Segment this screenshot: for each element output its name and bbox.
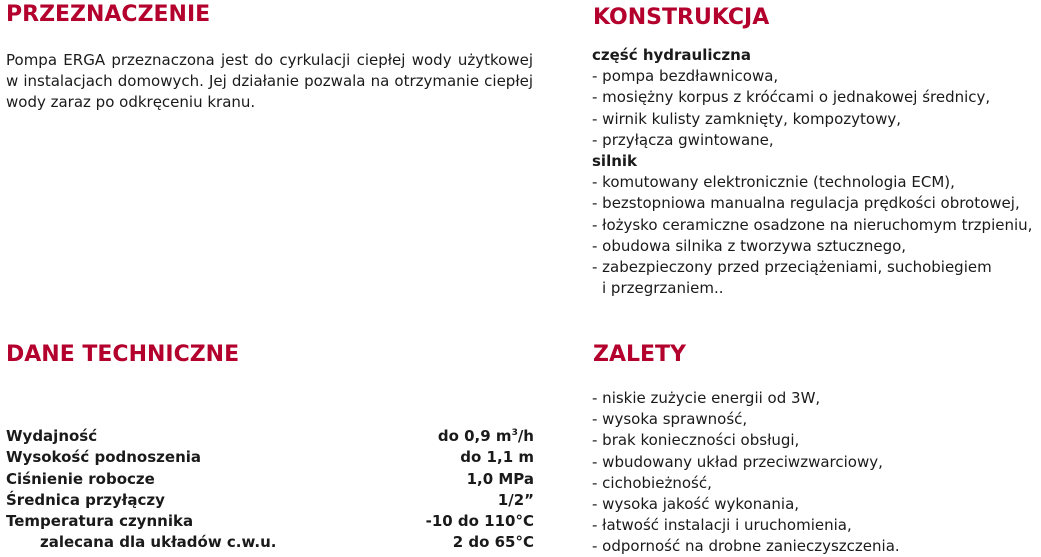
konstrukcja-subheading: silnik: [592, 152, 638, 171]
spec-value-superscript: 3: [511, 428, 518, 438]
spec-row: [6, 490, 534, 511]
spec-value-text: 1,0 MPa: [466, 469, 534, 488]
spec-label: Temperatura czynnika: [6, 512, 194, 531]
spec-value-text: 1/2”: [497, 490, 534, 509]
konstrukcja-list: [592, 45, 1032, 299]
spec-value: [498, 490, 534, 511]
konstrukcja-subheading: część hydrauliczna: [592, 46, 751, 64]
zalety-item: - łatwość instalacji i uruchomienia,: [592, 516, 852, 535]
konstrukcja-item: - przyłącza gwintowane,: [592, 130, 774, 149]
spec-value: [426, 511, 534, 532]
konstrukcja-item: - pompa bezdławnicowa,: [592, 67, 779, 86]
zalety-item: - cichobieżność,: [592, 473, 712, 492]
spec-row: [6, 511, 534, 532]
spec-label: Średnica przyłączy: [6, 490, 165, 509]
zalety-item: - wysoka jakość wykonania,: [592, 495, 800, 514]
spec-row: [6, 469, 534, 490]
spec-label: Wysokość podnoszenia: [6, 448, 202, 467]
spec-value: [438, 426, 534, 447]
konstrukcja-item: i przegrzaniem..: [602, 279, 724, 298]
zalety-item: - wysoka sprawność,: [592, 410, 748, 429]
spec-label: zalecana dla układów c.w.u.: [40, 533, 277, 552]
konstrukcja-item: - komutowany elektronicznie (technologia ECM),: [592, 173, 955, 192]
spec-value-text: -10 do 110°C: [425, 512, 534, 531]
zalety-item: - wbudowany układ przeciwzwarciowy,: [592, 452, 883, 471]
konstrukcja-item: - bezstopniowa manualna regulacja prędkości obrotowej,: [592, 194, 1020, 213]
spec-value: [460, 447, 534, 468]
heading-przeznaczenie: PRZEZNACZENIE: [6, 2, 211, 27]
heading-dane-techniczne: DANE TECHNICZNE: [6, 342, 240, 367]
spec-value: [467, 469, 534, 490]
konstrukcja-item: - wirnik kulisty zamknięty, kompozytowy,: [592, 109, 901, 128]
heading-zalety: ZALETY: [593, 342, 686, 367]
heading-konstrukcja: KONSTRUKCJA: [593, 5, 770, 30]
spec-row: [6, 426, 534, 447]
spec-label: Ciśnienie robocze: [6, 469, 155, 488]
spec-value-text: do 0,9 m: [437, 427, 512, 445]
spec-value: [453, 532, 534, 553]
spec-table: [6, 426, 534, 554]
spec-value-text: do 1,1 m: [460, 448, 534, 467]
spec-label: Wydajność: [6, 427, 98, 445]
zalety-item: - odporność na drobne zanieczyszczenia.: [592, 537, 900, 556]
spec-value-suffix: /h: [517, 427, 534, 445]
konstrukcja-item: - łożysko ceramiczne osadzone na nieruchomym trzpieniu,: [592, 215, 1033, 234]
zalety-item: - niskie zużycie energii od 3W,: [592, 389, 821, 407]
zalety-list: [592, 388, 900, 557]
zalety-item: - brak konieczności obsługi,: [592, 431, 800, 450]
spec-value-text: 2 do 65°C: [452, 533, 534, 552]
spec-row: [6, 447, 534, 468]
konstrukcja-item: - zabezpieczony przed przeciążeniami, suchobiegiem: [592, 258, 992, 277]
przeznaczenie-paragraph: Pompa ERGA przeznaczona jest do cyrkulacji ciepłej wody użytkowej w instalacjach domowych. Jej działanie pozwala na otrzymanie ciepłej wody zaraz po odkręceniu kranu.: [6, 51, 533, 111]
konstrukcja-item: - obudowa silnika z tworzywa sztucznego,: [592, 236, 907, 255]
spec-row: [6, 532, 534, 553]
konstrukcja-item: - mosiężny korpus z króćcami o jednakowej średnicy,: [592, 88, 991, 107]
